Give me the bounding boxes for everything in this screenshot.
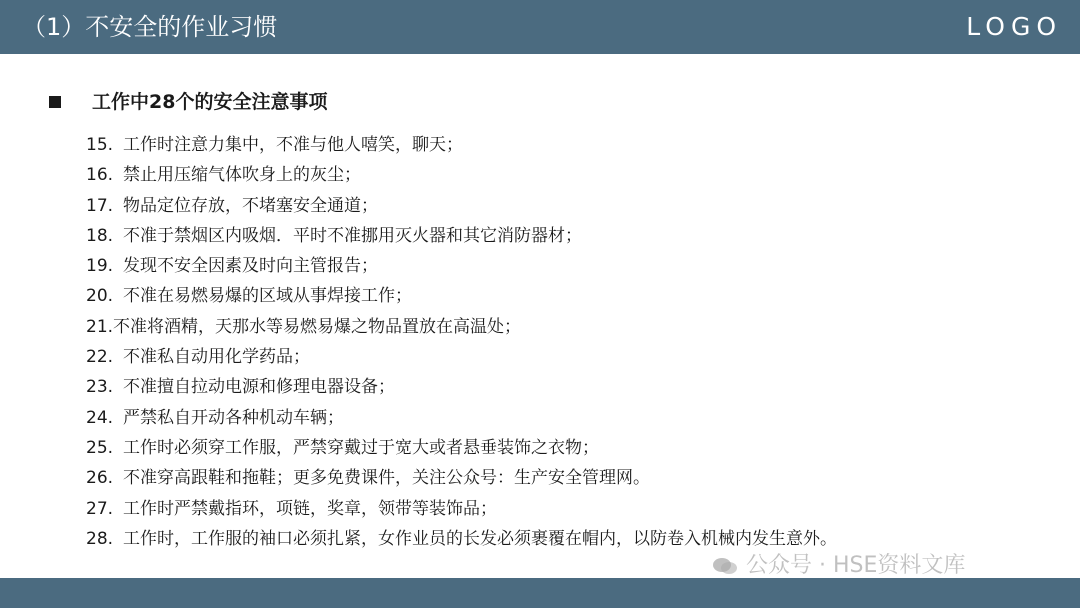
list-item [86, 312, 837, 342]
item-number: 17. [86, 195, 114, 216]
item-number: 26. [86, 468, 114, 489]
list-item [86, 130, 837, 160]
item-number: 28. [86, 528, 114, 549]
list-item [86, 281, 837, 311]
item-number: 20. [86, 286, 114, 307]
item-text: 不准穿高跟鞋和拖鞋；更多免费课件，关注公众号：生产安全管理网。 [123, 468, 651, 489]
item-text: 禁止用压缩气体吹身上的灰尘； [123, 165, 362, 186]
list-item [86, 372, 837, 402]
item-number: 18. [86, 225, 114, 246]
list-item [86, 463, 837, 493]
item-number: 23. [86, 377, 114, 398]
item-text: 物品定位存放，不堵塞安全通道； [123, 195, 379, 216]
item-text: 不准私自动用化学药品； [123, 347, 311, 368]
item-number: 22. [86, 347, 114, 368]
list-item [86, 403, 837, 433]
list-item [86, 251, 837, 281]
item-number: 27. [86, 498, 114, 519]
square-bullet-icon [49, 96, 61, 108]
item-text: 严禁私自开动各种机动车辆； [123, 407, 345, 428]
item-text: 不准擅自拉动电源和修理电器设备； [123, 377, 396, 398]
slide-title: （1）不安全的作业习惯 [22, 13, 278, 41]
list-item [86, 191, 837, 221]
watermark-text: 公众号 · HSE资料文库 [746, 553, 966, 578]
item-text: 工作时，工作服的袖口必须扎紧，女作业员的长发必须裹覆在帽内，以防卷入机械内发生意外。 [123, 528, 838, 549]
list-item [86, 160, 837, 190]
item-number: 19. [86, 256, 114, 277]
item-text: 工作时注意力集中，不准与他人嘻笑，聊天； [123, 135, 464, 155]
item-text: 工作时必须穿工作服，严禁穿戴过于宽大或者悬垂装饰之衣物； [123, 437, 600, 458]
item-text: 不准将酒精，天那水等易燃易爆之物品置放在高温处； [113, 316, 522, 337]
safety-items-list [86, 130, 837, 554]
watermark [712, 551, 965, 581]
wechat-icon [712, 557, 738, 575]
item-number: 15. [86, 135, 114, 155]
list-item [86, 221, 837, 251]
item-text: 工作时严禁戴指环，项链，奖章，领带等装饰品； [123, 498, 498, 519]
list-item [86, 342, 837, 372]
footer-bar [0, 578, 1080, 608]
list-item [86, 433, 837, 463]
section-heading: 工作中28个的安全注意事项 [92, 91, 328, 113]
item-number: 24. [86, 407, 114, 428]
logo: LOGO [966, 12, 1062, 41]
list-item [86, 494, 837, 524]
item-number: 25. [86, 437, 114, 458]
item-number: 16. [86, 165, 114, 186]
list-item [86, 524, 837, 554]
item-text: 不准在易燃易爆的区域从事焊接工作； [123, 286, 413, 307]
item-number: 21. [86, 316, 114, 337]
item-text: 发现不安全因素及时向主管报告； [123, 256, 379, 277]
header-bar [0, 0, 1080, 54]
item-text: 不准于禁烟区内吸烟．平时不准挪用灭火器和其它消防器材； [123, 225, 583, 246]
